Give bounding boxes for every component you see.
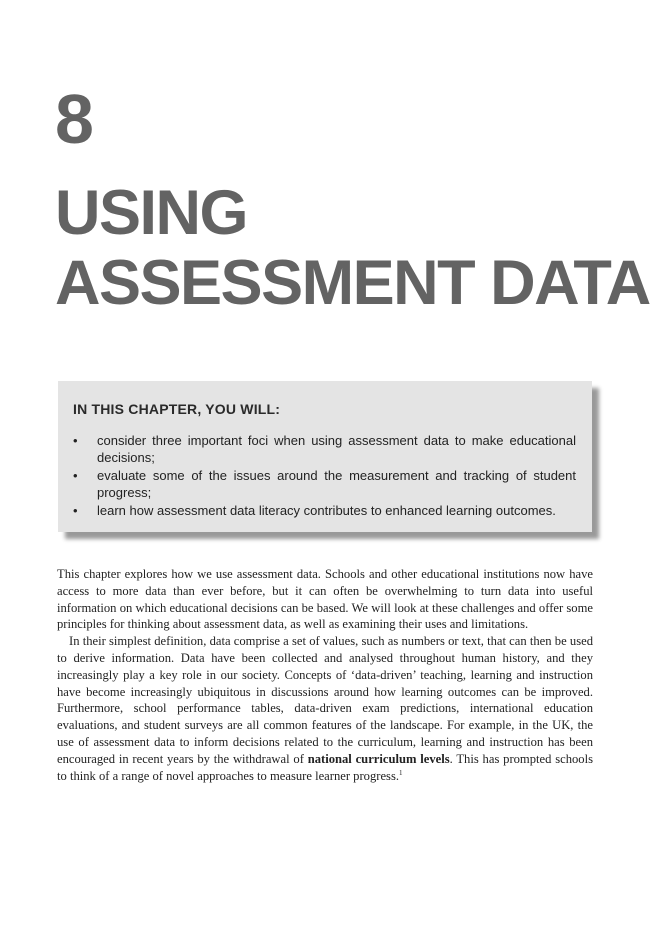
body-paragraph-2 (57, 633, 593, 784)
bullet-icon: • (73, 503, 78, 518)
objective-text: learn how assessment data literacy contributes to enhanced learning outcomes. (97, 503, 556, 518)
chapter-objectives-box (58, 381, 592, 532)
body-paragraph-1: This chapter explores how we use assessment data. Schools and other educational institutions now have access to more data than ever before, but it can often be overwhelming to turn data into useful information on which educational decisions can be based. We will look at these challenges and offer some principles for thinking about assessment data, as well as examining their uses and limitations. (57, 567, 593, 632)
paragraph-text: . This has prompted schools to think of a range of novel approaches to measure learner progress. (57, 751, 593, 783)
paragraph-text: In their simplest definition, data comprise a set of values, such as numbers or text, that can then be used to derive information. Data have been collected and analysed throughout human history, and they increasingly play a key role in our society. Concepts of ‘data-driven’ teaching, learning and instruction have become increasingly ubiquitous in discussions around how learning outcomes can be improved. Furthermore, school performance tables, data-driven exam predictions, international education evaluations, and student surveys are all common features of the landscape. For example, in the UK, the use of assessment data to inform decisions related to the curriculum, learning and instruction has been encouraged in recent years by the withdrawal of (57, 634, 593, 766)
objective-text: consider three important foci when using assessment data to make educational decisions; (97, 433, 576, 465)
chapter-number: 8 (55, 80, 94, 158)
bullet-icon: • (73, 433, 78, 448)
objective-item (73, 432, 576, 466)
chapter-title (55, 178, 650, 318)
bullet-icon: • (73, 468, 78, 483)
body-text (57, 566, 593, 784)
objective-text: evaluate some of the issues around the measurement and tracking of student progress; (97, 468, 576, 500)
objectives-heading: IN THIS CHAPTER, YOU WILL: (73, 401, 281, 417)
chapter-title-line-1: USING (55, 178, 248, 248)
chapter-title-line-2: ASSESSMENT DATA (55, 248, 650, 318)
footnote-reference[interactable]: 1 (399, 768, 403, 777)
objectives-list (73, 432, 576, 519)
objective-item (73, 467, 576, 501)
key-term: national curriculum levels (307, 751, 450, 766)
objective-item (73, 502, 576, 519)
